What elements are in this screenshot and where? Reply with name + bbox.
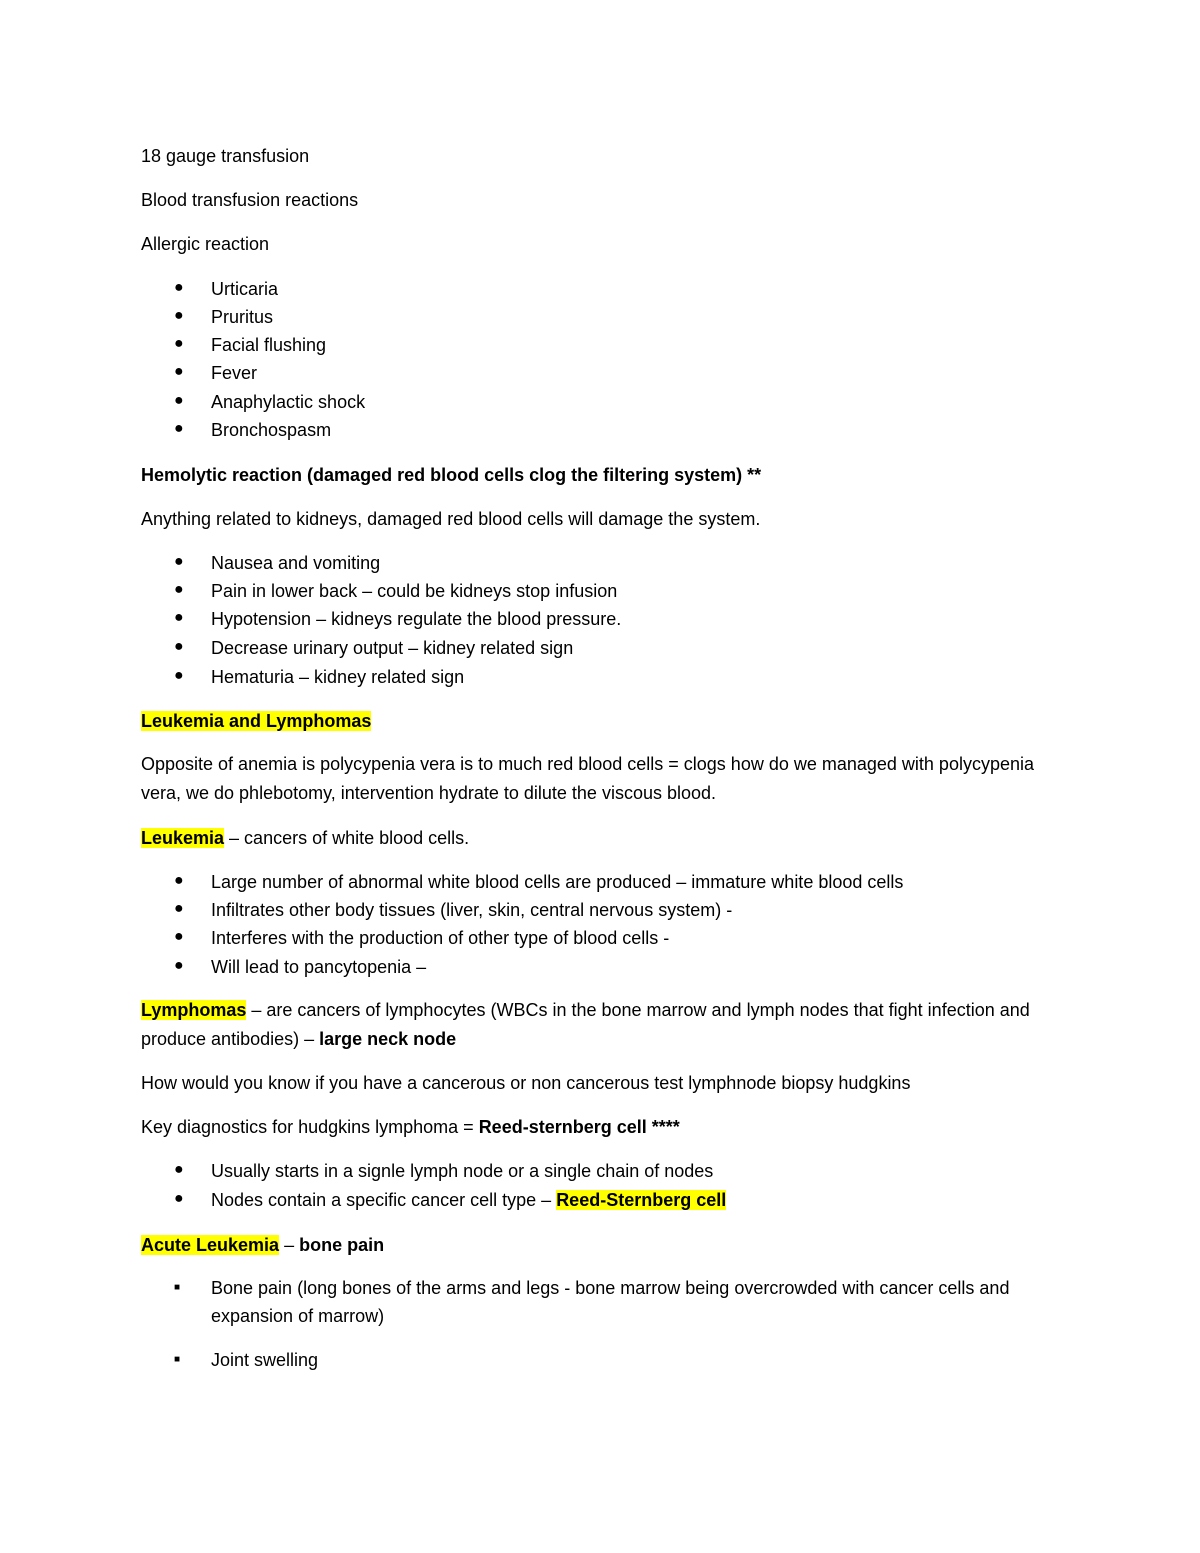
line-allergic-reaction: Allergic reaction: [141, 234, 270, 254]
bullet-glyph: ●: [174, 1161, 184, 1178]
list-item: Bronchospasm: [211, 420, 332, 440]
list-item: Joint swelling: [211, 1350, 319, 1370]
key-diagnostics-prefix: Key diagnostics for hudgkins lymphoma =: [141, 1117, 479, 1137]
bullet-glyph: ●: [174, 307, 184, 324]
bullet-glyph: ●: [174, 667, 184, 684]
bullet-glyph: ●: [174, 420, 184, 437]
bullet-glyph: ●: [174, 1190, 184, 1207]
hemolytic-note: Anything related to kidneys, damaged red blood cells will damage the system.: [141, 509, 761, 529]
highlighted-heading: Leukemia and Lymphomas: [141, 711, 372, 731]
acute-dash: –: [279, 1235, 300, 1255]
list-item: Fever: [211, 363, 258, 383]
key-diagnostics: [141, 1115, 680, 1139]
list-item: Infiltrates other body tissues (liver, skin, central nervous system) -: [211, 900, 733, 920]
list-item: Urticaria: [211, 279, 279, 299]
bullet-glyph: ●: [174, 363, 184, 380]
list-item: Large number of abnormal white blood cells are produced – immature white blood cells: [211, 872, 904, 892]
list-item: Usually starts in a signle lymph node or a single chain of nodes: [211, 1161, 714, 1181]
lymphomas-term: Lymphomas: [141, 1000, 247, 1020]
leukemia-definition-text: – cancers of white blood cells.: [224, 828, 470, 848]
bullet-glyph: ●: [174, 279, 184, 296]
list-item: Decrease urinary output – kidney related sign: [211, 638, 574, 658]
bullet-glyph: ●: [174, 957, 184, 974]
acute-leukemia-heading: [141, 1233, 384, 1257]
list-item: Nausea and vomiting: [211, 553, 381, 573]
polycythemia-paragraph: Opposite of anemia is polycypenia vera is to much red blood cells = clogs how do we managed with polycypenia vera, we do phlebotomy, intervention hydrate to dilute the viscous blood.: [141, 754, 1034, 803]
bullet-glyph: ●: [174, 553, 184, 570]
bullet-glyph: ●: [174, 581, 184, 598]
list-item: Facial flushing: [211, 335, 327, 355]
bullet-glyph: ●: [174, 335, 184, 352]
bullet-glyph: ●: [174, 928, 184, 945]
lymphomas-definition: [141, 996, 1051, 1054]
list-item: Pruritus: [211, 307, 274, 327]
acute-bold: bone pain: [299, 1235, 385, 1255]
list-item: Pain in lower back – could be kidneys stop infusion: [211, 581, 618, 601]
bullet-glyph: ●: [174, 392, 184, 409]
line-transfusion-reactions: Blood transfusion reactions: [141, 190, 359, 210]
lymphomas-definition-text: – are cancers of lymphocytes (WBCs in the bone marrow and lymph nodes that fight infection and produce antibodies) –: [141, 1000, 1030, 1049]
reed-sternberg-highlight: Reed-Sternberg cell: [556, 1190, 727, 1210]
bullet-glyph: ●: [174, 638, 184, 655]
bullet-glyph: ●: [174, 872, 184, 889]
lymphomas-bold-end: large neck node: [319, 1029, 457, 1049]
bullet-glyph: ●: [174, 609, 184, 626]
bullet-glyph: ■: [174, 1282, 181, 1293]
leukemia-lymphomas-heading: [141, 709, 371, 733]
bullet-glyph: ■: [174, 1354, 181, 1365]
list-item: Hypotension – kidneys regulate the blood pressure.: [211, 609, 622, 629]
hemolytic-heading: Hemolytic reaction (damaged red blood cells clog the filtering system) **: [141, 465, 762, 485]
biopsy-question: How would you know if you have a cancerous or non cancerous test lymphnode biopsy hudgkins: [141, 1073, 911, 1093]
acute-leukemia-term: Acute Leukemia: [141, 1235, 280, 1255]
key-diagnostics-bold: Reed-sternberg cell ****: [478, 1117, 680, 1137]
list-item: Hematuria – kidney related sign: [211, 667, 465, 687]
list-item: [211, 1188, 726, 1212]
list-item: Bone pain (long bones of the arms and legs - bone marrow being overcrowded with cancer cells and expansion of marrow): [211, 1278, 1010, 1326]
list-item: Will lead to pancytopenia –: [211, 957, 427, 977]
leukemia-term: Leukemia: [141, 828, 225, 848]
leukemia-definition: [141, 826, 469, 850]
bullet-glyph: ●: [174, 900, 184, 917]
list-item: Anaphylactic shock: [211, 392, 366, 412]
list-item: Interferes with the production of other type of blood cells -: [211, 928, 670, 948]
line-transfusion-gauge: 18 gauge transfusion: [141, 146, 310, 166]
list-item-prefix: Nodes contain a specific cancer cell type –: [211, 1190, 557, 1210]
